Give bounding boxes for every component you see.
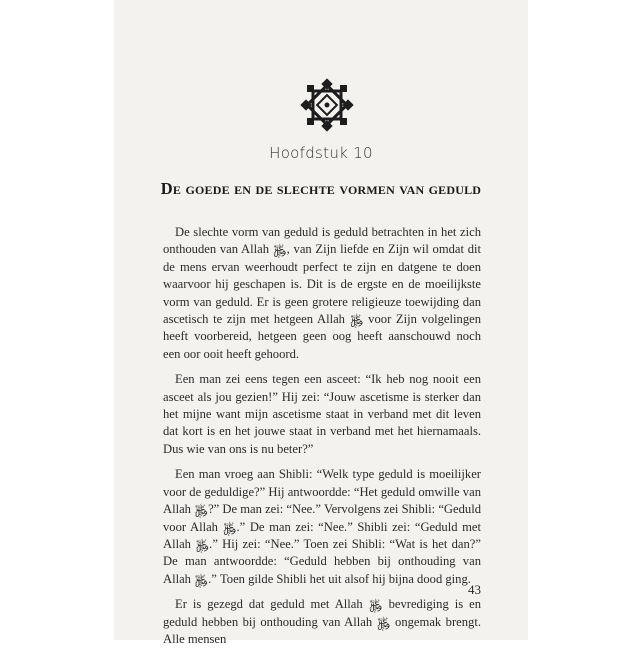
chapter-label: Hoofdstuk 10 — [269, 144, 373, 162]
paragraph: Een man zei eens tegen een asceet: “Ik heb nog nooit een asceet als jou gezien!” Hij zei: “Jouw ascetisme is sterker dan het mijne want mijn ascetisme staat in verband met dit leven dat kort is en het jouwe staat in verband met het hiernamaals. Dus wie van ons is nu beter?” — [163, 372, 481, 456]
page-number: 43 — [468, 582, 481, 597]
paragraph: Een man vroeg aan Shibli: “Welk type geduld is moeilijker voor de geduldige?” Hij antwoordde: “Het geduld omwille van Allah ﷿?” De man zei: “Nee.” Vervolgens zei Shibli: “Geduld voor Allah ﷿.” De man zei: “Nee.” Shibli zei: “Geduld met Allah ﷿.” Hij zei: “Nee.” Toen zei Shibli: “Wat is het dan?” De man antwoordde: “Geduld hebben bij onthouding van Allah ﷿.” Toen gilde Shibli het uit alsof hij bijna dood ging. — [163, 467, 481, 586]
book-page — [114, 0, 528, 646]
paragraph: De slechte vorm van geduld is geduld betrachten in het zich onthouden van Allah ﷿, van Zijn liefde en Zijn wil omdat dit de mens ervan weerhoudt perfect te zijn en datgene te doen waarvoor hij geschapen is. Dit is de ergste en de moeilijkste vorm van geduld. Er is geen grotere religieuze toewijding dan ascetisch te zijn met hetgeen Allah ﷿ voor Zijn volgelingen heeft voorbereid, hetgeen geen oog heeft aanschouwd noch een oor ooit heeft gehoord. — [163, 225, 481, 361]
ornament-icon — [300, 78, 354, 132]
paragraph: Er is gezegd dat geduld met Allah ﷿ bevrediging is en geduld hebben bij onthouding van Allah ﷿ ongemak brengt. Alle mensen — [163, 597, 481, 646]
chapter-title: De goede en de slechte vormen van geduld — [160, 179, 482, 198]
body-text — [163, 224, 481, 656]
